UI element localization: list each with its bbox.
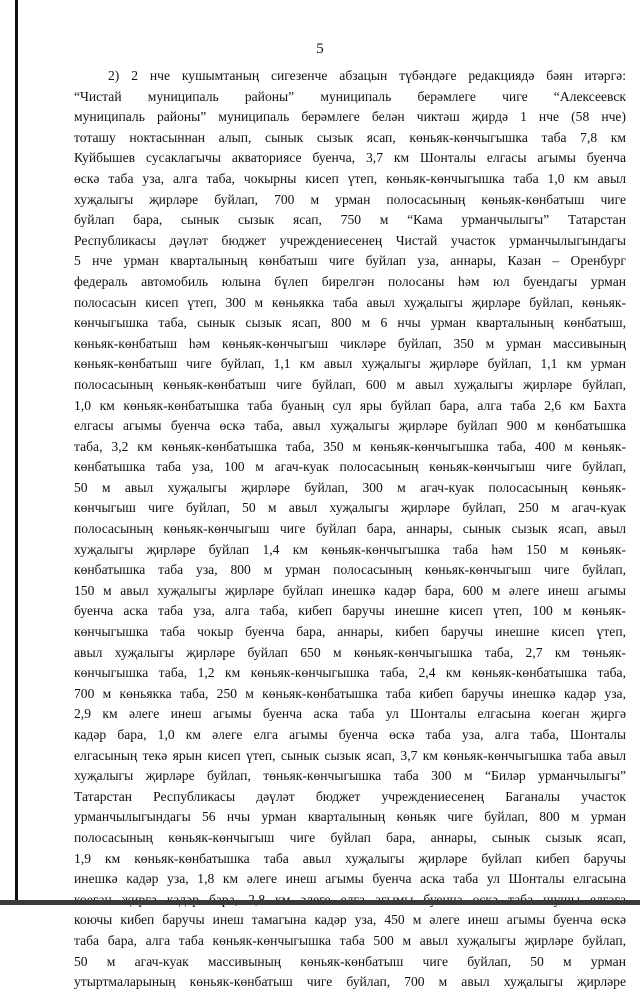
text-line: 700 м көньякка таба, 250 м көньяк-көнбатышка таба кибеп баручы инешкә кадәр уза,: [74, 685, 626, 701]
text-line: Татарстан Республикасы дәүләт бюджет учреждениесенең Баганалы участок: [74, 788, 626, 804]
text-line: 1,0 км көньяк-көнбатышка таба буаның сул яры буйлап бара, алга таба 2,6 км Бахта: [74, 397, 626, 413]
text-line: 50 м авыл хуҗалыгы җирләре буйлап, 300 м агач-куак полосасының көньяк-: [74, 479, 626, 495]
page-number: 5: [316, 41, 324, 57]
text-line: Куйбышев сусаклагычы акваториясе буенча, 3,7 км Шонталы елгасы агымы буенча: [74, 150, 626, 166]
text-line: кадәр бара, 1,0 км әлеге елга агымы буенча өскә таба уза, алга таба, Шонталы: [74, 727, 626, 742]
text-line: 50 м агач-куак массивының көньяк-көнбатыш чиге буйлап, 50 м урман: [74, 953, 626, 969]
body-text: [74, 66, 626, 993]
scan-left-edge: [15, 0, 18, 905]
text-line: “Чистай муниципаль районы” муниципаль берәмлеге чиге “Алексеевск: [74, 88, 626, 104]
text-line: 2,9 км әлеге инеш агымы буенча аска таба ул Шонталы елгасына коеган җиргә: [74, 706, 626, 722]
text-line: көнбатышка таба уза, 100 м агач-куак полосасының көньяк-көнчыгыш чиге буйлап,: [74, 459, 626, 475]
text-line: полосасын кисеп үтеп, 300 м көньякка таба авыл хуҗалыгы җирләре буйлап, көньяк-: [74, 294, 626, 310]
text-line: инешкә кадәр уза, 1,8 км әлеге инеш агымы буенча аска таба ул Шонталы елгасына: [74, 871, 626, 887]
text-line: 5 нче урман кварталының көнбатыш чиге буйлап уза, аннары, Казан – Оренбург: [74, 253, 626, 269]
text-line: таба, 3,2 км көньяк-көнбатышка таба, 350 м көньяк-көнчыгышка таба, 400 м көньяк-: [74, 438, 626, 454]
text-line: хуҗалыгы җирләре буйлап, төньяк-көнчыгышка таба 300 м “Биләр урманчылыгы”: [74, 768, 626, 784]
paragraph-heading-line: 2) 2 нче кушымтаның сигезенче абзацын түбәндәге редакциядә бәян итәргә:: [108, 68, 626, 83]
text-line: хуҗалыгы җирләре буйлап, 700 м урман полосасының көньяк-көнбатыш чиге: [74, 191, 626, 207]
text-line: көньяк-көнбатыш чиге буйлап, 1,1 км авыл хуҗалыгы җирләре буйлап, 1,1 км урман: [74, 356, 626, 372]
text-line: коючы кибеп баручы инеш тамагына кадәр уза, 450 м әлеге инеш агымы буенча өскә: [74, 912, 626, 928]
text-line: көнчыгышка таба, 1,2 км көньяк-көнчыгышка таба, 2,4 км көньяк-көнбатышка таба,: [74, 665, 626, 681]
text-line: муниципаль районы” муниципаль берәмлеге белән чиктәш җирдә 1 нче (58 нче): [74, 109, 626, 125]
text-line: көньяк-көнбатыш һәм көньяк-көнчыгыш чикләре буйлап, 350 м урман массивының: [74, 335, 626, 351]
text-line: урманчылыгындагы 56 нчы урман кварталының көньяк чиге буйлап, 800 м урман: [74, 809, 626, 825]
text-line: буенча аска таба уза, алга таба, кибеп баручы инешне кисеп үтеп, 100 м көньяк-: [74, 603, 626, 619]
text-line: полосасының көньяк-көнбатыш чиге буйлап, 600 м авыл хуҗалыгы җирләре буйлап,: [74, 376, 626, 392]
text-line: елгасының текә ярын кисеп үтеп, сынык сызык ясап, 3,7 км көньяк-көнчыгышка таба авыл: [74, 747, 626, 763]
text-line: 1,9 км көньяк-көнбатышка таба авыл хуҗалыгы җирләре буйлап кибеп баручы: [74, 850, 626, 866]
text-line: елгасы агымы буенча өскә таба, авыл хуҗалыгы җирләре буйлап 900 м көнбатышка: [74, 418, 626, 434]
text-line: авыл хуҗалыгы җирләре буйлап 650 м көньяк-көнчыгышка таба, 2,7 км төньяк-: [74, 644, 626, 660]
text-line: хуҗалыгы җирләре буйлап 1,4 км көньяк-көнчыгышка таба һәм 150 м көньяк-: [74, 541, 626, 557]
text-line: буйлап бара, сынык сызык ясап, 750 м “Кама урманчылыгы” Татарстан: [74, 212, 626, 228]
scan-bottom-edge: [0, 900, 640, 905]
text-line: Республикасы дәүләт бюджет учреждениесенең Чистай участок урманчылыгындагы: [74, 232, 626, 248]
text-line: тоташу ноктасыннан алып, сынык сызык ясап, көньяк-көнчыгышка таба 7,8 км: [74, 129, 626, 145]
text-line: 150 м авыл хуҗалыгы җирләре буйлап инешкә кадәр бара, 600 м әлеге инеш агымы: [74, 582, 626, 598]
text-line: федераль автомобиль юлына бүлеп бирелгән полосаны һәм юл буендагы урман: [74, 273, 626, 289]
text-line: көнчыгыш чиге буйлап, 50 м авыл хуҗалыгы җирләре буйлап, 250 м агач-куак: [74, 500, 626, 516]
text-line: утыртмаларының көньяк-көнбатыш чиге буйлап, 700 м авыл хуҗалыгы җирләре: [74, 974, 626, 990]
text-line: көнчыгышка таба чокыр буенча бара, аннары, кибеп баручы инешне кисеп үтеп,: [74, 624, 626, 640]
text-line: полосасының көньяк-көнчыгыш чиге буйлап бара, аннары, сынык сызык ясап, авыл: [74, 521, 626, 537]
text-line: көнчыгышка таба, сынык сызык ясап, 800 м 6 нчы урман кварталының көнбатыш,: [74, 315, 626, 331]
text-line: көнбатышка таба уза, 800 м урман полосасының көньяк-көнчыгыш чиге буйлап,: [74, 562, 626, 578]
text-line: таба бара, алга таба көньяк-көнчыгышка таба 500 м авыл хуҗалыгы җирләре буйлап,: [74, 932, 626, 948]
text-line: өскә таба уза, алга таба, чокырны кисеп үтеп, көньяк-көнчыгышка таба 1,0 км авыл: [74, 170, 626, 186]
text-line: полосасының көньяк-көнчыгыш чиге буйлап бара, аннары, сынык сызык ясап,: [74, 829, 626, 845]
